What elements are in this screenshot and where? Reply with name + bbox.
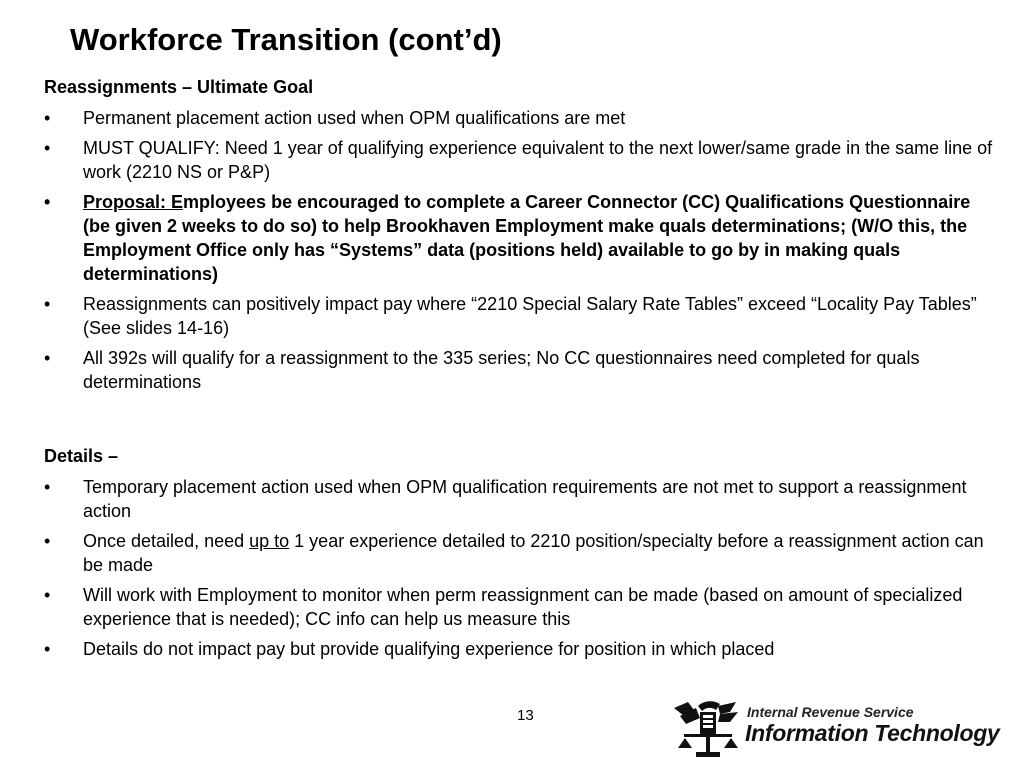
- list-item: [44, 136, 999, 184]
- list-item-text: Permanent placement action used when OPM qualifications are met: [83, 108, 626, 128]
- bullet-icon: •: [44, 585, 51, 605]
- page-number: 13: [517, 707, 534, 724]
- list-item-text: MUST QUALIFY: Need 1 year of qualifying experience equivalent to the next lower/same grade in the same line of work (2210 NS or P&P): [83, 138, 993, 182]
- details-heading: Details –: [44, 446, 119, 466]
- bullet-icon: •: [44, 108, 51, 128]
- bullet-icon: •: [44, 294, 51, 314]
- details-list: [44, 475, 999, 667]
- list-item-text-after: 1 year experience detailed to 2210 position/specialty before a reassignment action can be made: [83, 531, 984, 575]
- list-item: [44, 190, 999, 286]
- list-item: [44, 475, 999, 523]
- list-item: [44, 292, 999, 340]
- logo-line-irs: Internal Revenue Service: [747, 704, 914, 720]
- list-item-text: Will work with Employment to monitor when perm reassignment can be made (based on amount of specialized experience that is needed); CC info can help us measure this: [83, 585, 963, 629]
- logo-line-it: Information Technology: [745, 720, 1000, 746]
- underlined-phrase: up to: [249, 531, 290, 551]
- list-item-text: Reassignments can positively impact pay where “2210 Special Salary Rate Tables” exceed “Locality Pay Tables” (See slides 14-16): [83, 294, 977, 338]
- proposal-label: Proposal: E: [83, 192, 184, 212]
- bullet-icon: •: [44, 138, 51, 158]
- irs-it-logo: [670, 698, 1005, 758]
- bullet-icon: •: [44, 477, 51, 497]
- list-item: [44, 346, 999, 394]
- bullet-icon: •: [44, 639, 51, 659]
- bullet-icon: •: [44, 348, 51, 368]
- list-item: [44, 106, 999, 130]
- list-item-text-before: Once detailed, need: [83, 531, 250, 551]
- list-item: [44, 583, 999, 631]
- list-item: [44, 637, 999, 661]
- list-item-text: All 392s will qualify for a reassignment to the 335 series; No CC questionnaires need completed for quals determinations: [83, 348, 920, 392]
- list-item-text: mployees be encouraged to complete a Career Connector (CC) Qualifications Questionnaire (be given 2 weeks to do so) to help Brookhaven Employment make quals determinations; (W/O this, the Employment Office only has “Systems” data (positions held) available to go by in making quals determinations): [83, 192, 971, 284]
- list-item-text: Details do not impact pay but provide qualifying experience for position in which placed: [83, 639, 775, 659]
- reassignments-heading: Reassignments – Ultimate Goal: [44, 77, 314, 97]
- page-title: Workforce Transition (cont’d): [70, 22, 502, 57]
- list-item-text: Temporary placement action used when OPM qualification requirements are not met to support a reassignment action: [83, 477, 967, 521]
- bullet-icon: •: [44, 531, 51, 551]
- list-item: [44, 529, 999, 577]
- reassignments-list: [44, 106, 999, 400]
- bullet-icon: •: [44, 192, 51, 212]
- irs-eagle-scales-logo-icon: [670, 698, 742, 760]
